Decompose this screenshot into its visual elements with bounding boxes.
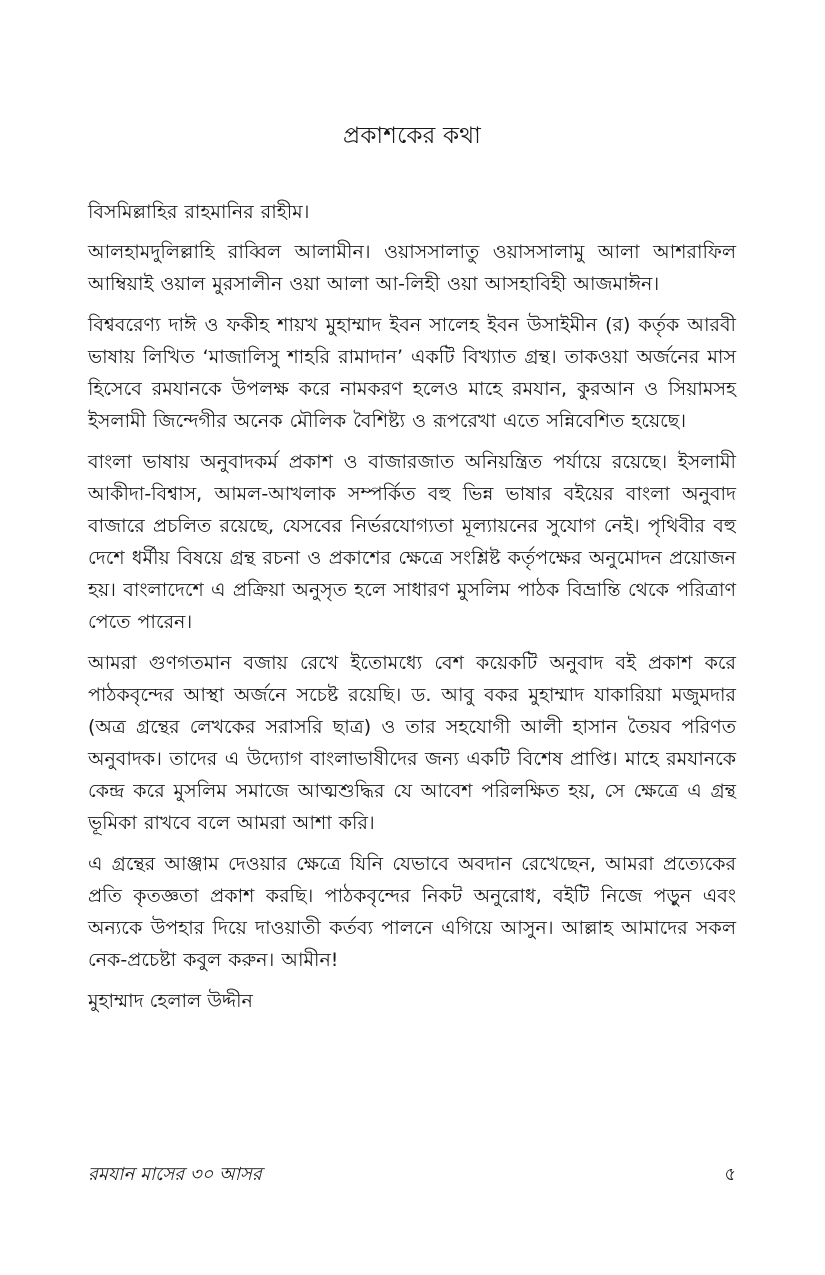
page-body — [88, 118, 736, 1017]
paragraph-translators: আমরা গুণগতমান বজায় রেখে ইতোমধ্যে বেশ কয়েকটি অনুবাদ বই প্রকাশ করে পাঠকবৃন্দের আস্থা অর্জনে সচেষ্ট রয়েছি। ড. আবু বকর মুহাম্মাদ যাকারিয়া মজুমদার (অত্র গ্রন্থের লেখকের সরাসরি ছাত্র) ও তার সহযোগী আলী হাসান তৈয়ব পরিণত অনুবাদক। তাদের এ উদ্যোগ বাংলাভাষীদের জন্য একটি বিশেষ প্রাপ্তি। মাহে রমযানকে কেন্দ্র করে মুসলিম সমাজে আত্মশুদ্ধির যে আবেশ পরিলক্ষিত হয়, সে ক্ষেত্রে এ গ্রন্থ ভূমিকা রাখবে বলে আমরা আশা করি। — [88, 652, 736, 834]
running-footer-book-title: রমযান মাসের ৩০ আসর — [88, 1164, 262, 1185]
publisher-signature: মুহাম্মাদ হেলাল উদ্দীন — [88, 990, 253, 1012]
page-title: প্রকাশকের কথা — [342, 123, 482, 149]
opening-line: বিসমিল্লাহির রাহমানির রাহীম। — [88, 201, 310, 223]
paragraph-book-intro: বিশ্ববরেণ্য দাঈ ও ফকীহ শায়খ মুহাম্মাদ ইবন সালেহ ইবন উসাইমীন (র) কর্তৃক আরবী ভাষায় লিখিত ‘মাজালিসু শাহরি রামাদান’ একটি বিখ্যাত গ্রন্থ। তাকওয়া অর্জনের মাস হিসেবে রমযানকে উপলক্ষ করে নামকরণ হলেও মাহে রমযান, কুরআন ও সিয়ামসহ ইসলামী জিন্দেগীর অনেক মৌলিক বৈশিষ্ট্য ও রূপরেখা এতে সন্নিবেশিত হয়েছে। — [88, 314, 736, 432]
paragraph-praise: আলহামদুলিল্লাহি রাব্বিল আলামীন। ওয়াসসালাতু ওয়াসসালামু আলা আশরাফিল আম্বিয়াই ওয়াল মুরসালীন ওয়া আলা আ-লিহী ওয়া আসহাবিহী আজমাঈন। — [88, 241, 736, 295]
paragraph-translation-market: বাংলা ভাষায় অনুবাদকর্ম প্রকাশ ও বাজারজাত অনিয়ন্ত্রিত পর্যায়ে রয়েছে। ইসলামী আকীদা-বিশ্বাস, আমল-আখলাক সম্পর্কিত বহু ভিন্ন ভাষার বইয়ের বাংলা অনুবাদ বাজারে প্রচলিত রয়েছে, যেসবের নির্ভরযোগ্যতা মূল্যায়নের সুযোগ নেই। পৃথিবীর বহু দেশে ধর্মীয় বিষয়ে গ্রন্থ রচনা ও প্রকাশের ক্ষেত্রে সংশ্লিষ্ট কর্তৃপক্ষের অনুমোদন প্রয়োজন হয়। বাংলাদেশে এ প্রক্রিয়া অনুসৃত হলে সাধারণ মুসলিম পাঠক বিভ্রান্তি থেকে পরিত্রাণ পেতে পারেন। — [88, 451, 736, 633]
page-number: ৫ — [724, 1164, 736, 1185]
page-footer — [88, 1160, 736, 1191]
paragraph-acknowledgement: এ গ্রন্থের আঞ্জাম দেওয়ার ক্ষেত্রে যিনি যেভাবে অবদান রেখেছেন, আমরা প্রত্যেকের প্রতি কৃতজ্ঞতা প্রকাশ করছি। পাঠকবৃন্দের নিকট অনুরোধ, বইটি নিজে পড়ুন এবং অন্যকে উপহার দিয়ে দাওয়াতী কর্তব্য পালনে এগিয়ে আসুন। আল্লাহ আমাদের সকল নেক-প্রচেষ্টা কবুল করুন। আমীন! — [88, 853, 736, 971]
